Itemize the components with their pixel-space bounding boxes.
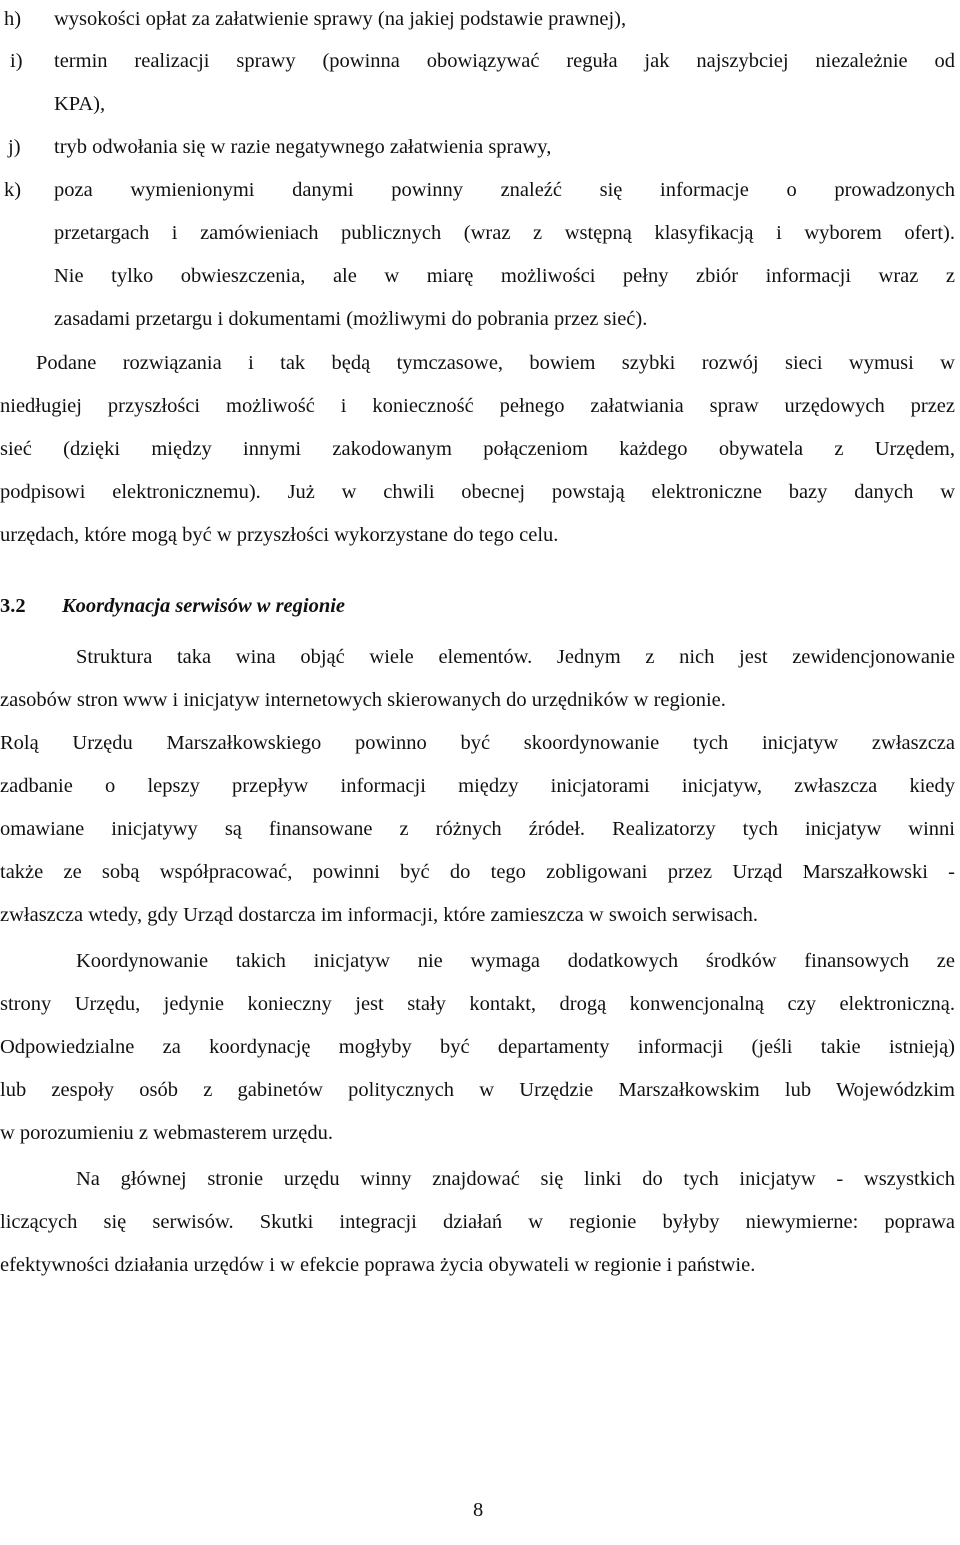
list-item-k-line-3: Nie tylko obwieszczenia, ale w miarę możliwości pełny zbiór informacji wraz z (54, 265, 955, 287)
paragraph-4-line-1: Na głównej stronie urzędu winny znajdować się linki do tych inicjatyw - wszystkich (76, 1168, 955, 1190)
paragraph-2-line-3: Rolą Urzędu Marszałkowskiego powinno być skoordynowanie tych inicjatyw zwłaszcza (0, 732, 955, 754)
list-item-k-line-4: zasadami przetargu i dokumentami (możliwymi do pobrania przez sieć). (54, 308, 648, 330)
paragraph-2-line-5: omawiane inicjatywy są finansowane z różnych źródeł. Realizatorzy tych inicjatyw winni (0, 818, 955, 840)
list-item-k-line-2: przetargach i zamówieniach publicznych (wraz z wstępną klasyfikacją i wyborem ofert). (54, 222, 955, 244)
paragraph-1-line-1: Podane rozwiązania i tak będą tymczasowe, bowiem szybki rozwój sieci wymusi w (36, 352, 955, 374)
paragraph-2-line-4: zadbanie o lepszy przepływ informacji między inicjatorami inicjatyw, zwłaszcza kiedy (0, 775, 955, 797)
paragraph-2-line-6: także ze sobą współpracować, powinni być do tego zobligowani przez Urząd Marszałkowski - (0, 861, 955, 883)
list-item-h-line-1: wysokości opłat za załatwienie sprawy (na jakiej podstawie prawnej), (54, 8, 627, 30)
paragraph-3-line-2: strony Urzędu, jedynie konieczny jest stały kontakt, drogą konwencjonalną czy elektroniczną. (0, 993, 955, 1015)
list-item-k-line-1: poza wymienionymi danymi powinny znaleźć się informacje o prowadzonych (54, 179, 955, 201)
paragraph-1-line-2: niedługiej przyszłości możliwość i konieczność pełnego załatwiania spraw urzędowych przez (0, 395, 955, 417)
list-marker-k: k) (4, 179, 22, 201)
list-item-i-line-1: termin realizacji sprawy (powinna obowiązywać reguła jak najszybciej niezależnie od (54, 50, 955, 72)
paragraph-2-line-7: zwłaszcza wtedy, gdy Urząd dostarcza im informacji, które zamieszcza w swoich serwisach. (0, 904, 758, 926)
paragraph-1-line-3: sieć (dzięki między innymi zakodowanym połączeniom każdego obywatela z Urzędem, (0, 438, 955, 460)
paragraph-4-line-2: liczących się serwisów. Skutki integracji działań w regionie byłyby niewymierne: poprawa (0, 1211, 955, 1233)
list-item-j-line-1: tryb odwołania się w razie negatywnego załatwienia sprawy, (54, 136, 552, 158)
paragraph-3-line-1: Koordynowanie takich inicjatyw nie wymaga dodatkowych środków finansowych ze (76, 950, 955, 972)
paragraph-3-line-4: lub zespoły osób z gabinetów politycznych w Urzędzie Marszałkowskim lub Wojewódzkim (0, 1079, 955, 1101)
list-marker-h: h) (4, 8, 22, 30)
paragraph-1-line-4: podpisowi elektronicznemu). Już w chwili obecnej powstają elektroniczne bazy danych w (0, 481, 955, 503)
page-number: 8 (473, 1499, 484, 1521)
paragraph-4-line-3: efektywności działania urzędów i w efekcie poprawa życia obywateli w regionie i państwie. (0, 1254, 756, 1276)
paragraph-2-line-1: Struktura taka wina objąć wiele elementów. Jednym z nich jest zewidencjonowanie (76, 646, 955, 668)
section-title: Koordynacja serwisów w regionie (62, 595, 346, 617)
paragraph-2-line-2: zasobów stron www i inicjatyw internetowych skierowanych do urzędników w regionie. (0, 689, 726, 711)
list-marker-i: i) (10, 50, 23, 72)
paragraph-1-line-5: urzędach, które mogą być w przyszłości wykorzystane do tego celu. (0, 524, 559, 546)
paragraph-3-line-3: Odpowiedzialne za koordynację mogłyby być departamenty informacji (jeśli takie istnieją) (0, 1036, 955, 1058)
list-marker-j: j) (8, 136, 21, 158)
paragraph-3-line-5: w porozumieniu z webmasterem urzędu. (0, 1122, 334, 1144)
list-item-i-line-2: KPA), (54, 93, 106, 115)
section-number: 3.2 (0, 595, 26, 617)
